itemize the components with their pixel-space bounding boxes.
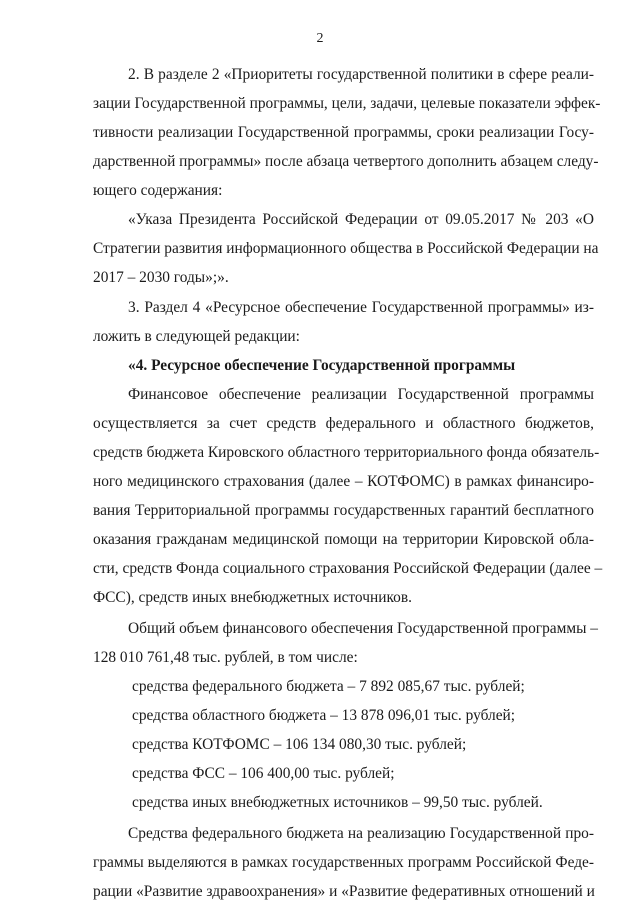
text-line: 2017 – 2030 годы»;». bbox=[93, 269, 229, 286]
list-item: средства федерального бюджета – 7 892 085,67 тыс. рублей; bbox=[132, 678, 525, 695]
text-line: 3. Раздел 4 «Ресурсное обеспечение Государственной программы» из- bbox=[128, 299, 594, 316]
text-line: дарственной программы» после абзаца четвертого дополнить абзацем следу- bbox=[93, 153, 599, 170]
list-item: средства КОТФОМС – 106 134 080,30 тыс. рублей; bbox=[132, 736, 467, 753]
text-line: ющего содержания: bbox=[93, 182, 223, 199]
list-item: средства ФСС – 106 400,00 тыс. рублей; bbox=[132, 765, 395, 782]
text-line: средств бюджета Кировского областного территориального фонда обязатель- bbox=[93, 444, 600, 461]
text-line: осуществляется за счет средств федерального и областного бюджетов, bbox=[93, 415, 594, 432]
section-heading: «4. Ресурсное обеспечение Государственной программы bbox=[128, 357, 516, 374]
text-line: 2. В разделе 2 «Приоритеты государственной политики в сфере реали- bbox=[128, 66, 594, 83]
text-line: Финансовое обеспечение реализации Государственной программы bbox=[128, 386, 594, 403]
text-line: зации Государственной программы, цели, задачи, целевые показатели эффек- bbox=[93, 95, 601, 112]
text-line: ФСС), средств иных внебюджетных источников. bbox=[93, 589, 412, 606]
text-line: рации «Развитие здравоохранения» и «Развитие федеративных отношений и bbox=[93, 883, 595, 900]
text-line: «Указа Президента Российской Федерации от 09.05.2017 № 203 «О bbox=[128, 211, 594, 228]
list-item: средства областного бюджета – 13 878 096,01 тыс. рублей; bbox=[132, 707, 516, 724]
text-line: оказания гражданам медицинской помощи на территории Кировской обла- bbox=[93, 531, 594, 548]
list-item: средства иных внебюджетных источников – 99,50 тыс. рублей. bbox=[132, 794, 543, 811]
text-line: ложить в следующей редакции: bbox=[93, 328, 300, 345]
text-line: Стратегии развития информационного общества в Российской Федерации на bbox=[93, 240, 599, 257]
text-line: Средства федерального бюджета на реализацию Государственной про- bbox=[128, 825, 594, 842]
text-line: ного медицинского страхования (далее – КОТФОМС) в рамках финансиро- bbox=[93, 473, 594, 490]
text-line: 128 010 761,48 тыс. рублей, в том числе: bbox=[93, 649, 358, 666]
text-line: тивности реализации Государственной программы, сроки реализации Госу- bbox=[93, 124, 594, 141]
text-line: Общий объем финансового обеспечения Государственной программы – bbox=[128, 620, 599, 637]
page-number: 2 bbox=[316, 31, 324, 46]
text-line: сти, средств Фонда социального страхования Российской Федерации (далее – bbox=[93, 560, 603, 577]
text-line: граммы выделяются в рамках государственных программ Российской Феде- bbox=[93, 854, 594, 871]
text-line: вания Территориальной программы государственных гарантий бесплатного bbox=[93, 502, 594, 519]
